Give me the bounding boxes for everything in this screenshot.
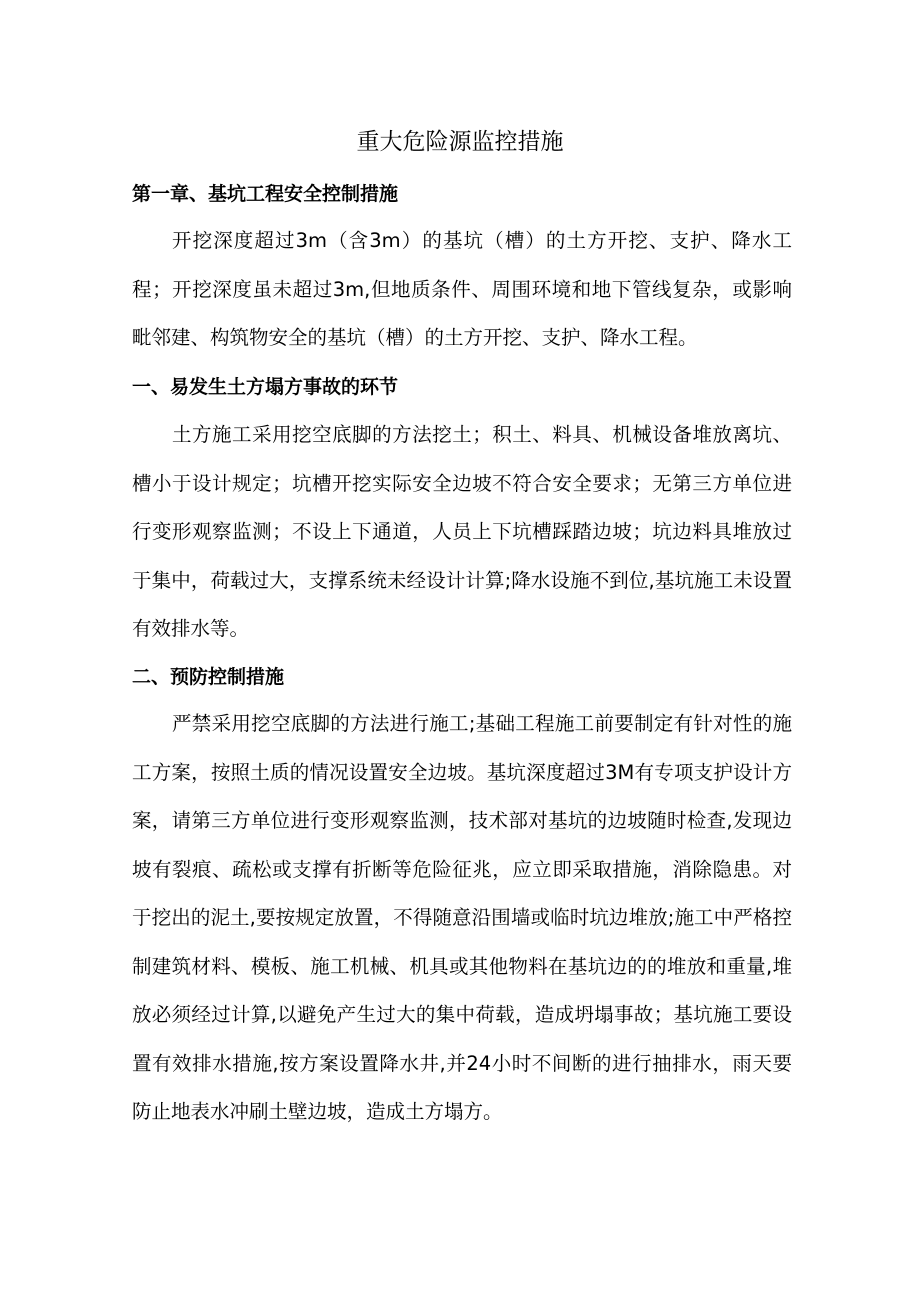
section-paragraph-2: 严禁采用挖空底脚的方法进行施工;基础工程施工前要制定有针对性的施工方案，按照土质的情况设置安全边坡。基坑深度超过3M有专项支护设计方案，请第三方单位进行变形观察监测，技术部对基坑的边坡随时检查,发现边坡有裂痕、疏松或支撑有折断等危险征兆，应立即采取措施，消除隐患。对于挖出的泥土,要按规定放置，不得随意沿围墙或临时坑边堆放;施工中严格控制建筑材料、模板、施工机械、机具或其他物料在基坑边的的堆放和重量,堆放必须经过计算,以避免产生过大的集中荷载，造成坍塌事故；基坑施工要设置有效排水措施,按方案设置降水井,并24小时不间断的进行抽排水，雨天要防止地表水冲刷土壁边坡，造成土方塌方。 xyxy=(132,712,792,1123)
section-heading-2: 二、预防控制措施 xyxy=(132,666,285,688)
section-heading-1: 一、易发生土方塌方事故的环节 xyxy=(132,376,399,398)
chapter-heading: 第一章、基坑工程安全控制措施 xyxy=(132,183,399,205)
document-title: 重大危险源监控措施 xyxy=(356,129,564,155)
intro-paragraph: 开挖深度超过3m（含3m）的基坑（槽）的土方开挖、支护、降水工程；开挖深度虽未超过3m,但地质条件、周围环境和地下管线复杂，或影响毗邻建、构筑物安全的基坑（槽）的土方开挖、支护、降水工程。 xyxy=(132,229,792,349)
section-paragraph-1: 土方施工采用挖空底脚的方法挖土；积土、料具、机械设备堆放离坑、槽小于设计规定；坑槽开挖实际安全边坡不符合安全要求；无第三方单位进行变形观察监测；不设上下通道，人员上下坑槽踩踏边坡；坑边料具堆放过于集中，荷载过大，支撑系统未经设计计算;降水设施不到位,基坑施工未设置有效排水等。 xyxy=(132,423,792,640)
